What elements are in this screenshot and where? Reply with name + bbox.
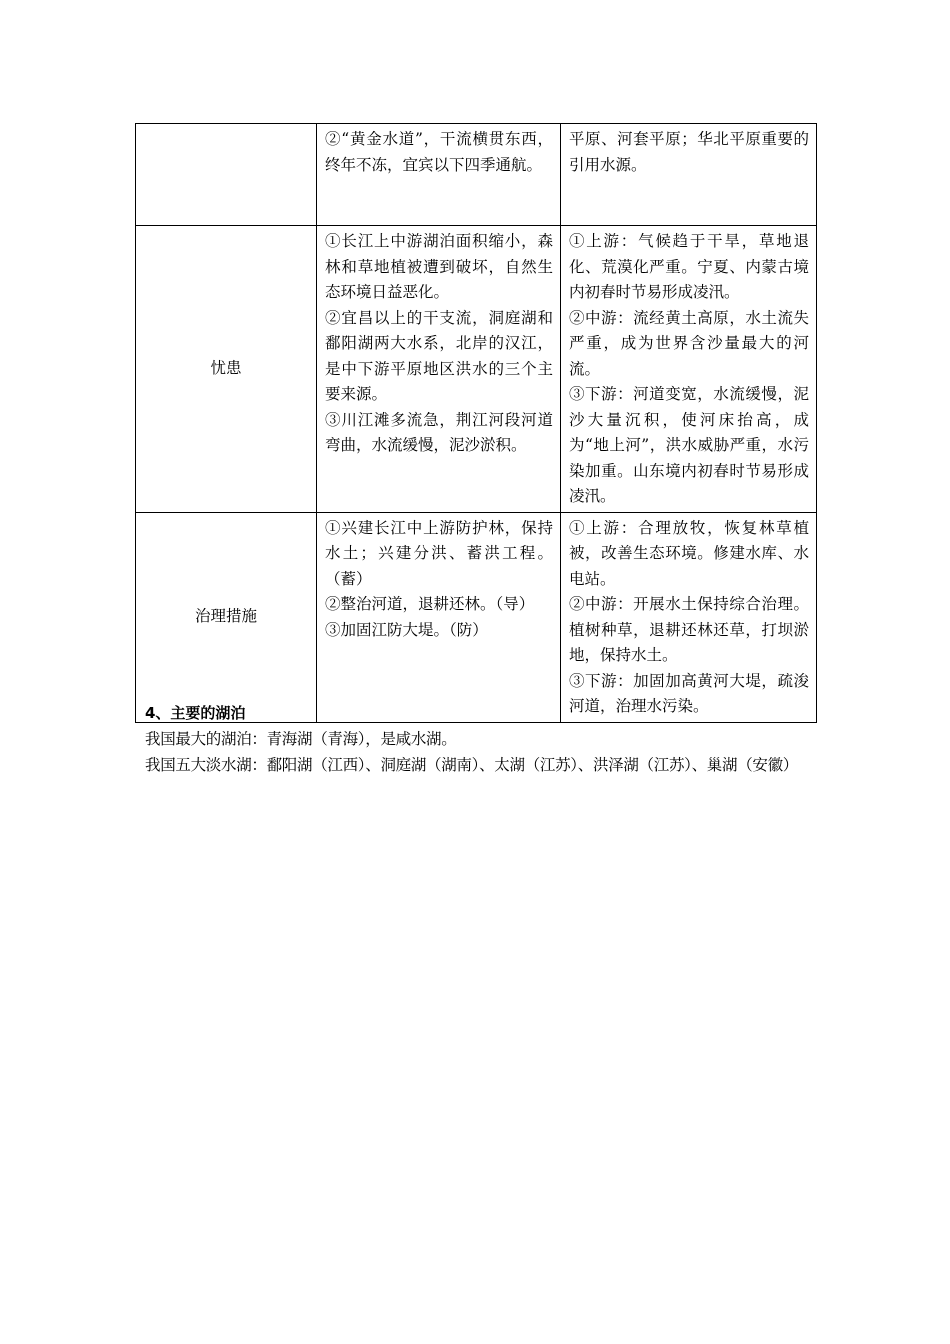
cell-paragraph: ③下游：加固加高黄河大堤，疏浚河道，治理水污染。 (569, 671, 809, 715)
section-heading: 4、主要的湖泊 (145, 704, 246, 722)
table-row (136, 226, 817, 513)
freshwater-lakes-text: 我国五大淡水湖：鄱阳湖（江西）、洞庭湖（湖南）、太湖（江苏）、洪泽湖（江苏）、巢湖（安徽） (145, 756, 799, 774)
yangtze-cell (317, 226, 561, 513)
row-label-cell (136, 124, 317, 226)
lakes-section (145, 700, 825, 778)
cell-paragraph: ②“黄金水道”，干流横贯东西，终年不冻，宜宾以下四季通航。 (325, 130, 553, 174)
river-comparison-table (135, 123, 817, 723)
yellow-river-cell (561, 512, 817, 722)
cell-paragraph: ③川江滩多流急，荆江河段河道弯曲，水流缓慢，泥沙淤积。 (325, 410, 553, 454)
cell-paragraph: ②中游：开展水土保持综合治理。植树种草，退耕还林还草，打坝淤地，保持水土。 (569, 595, 809, 664)
table-row (136, 512, 817, 722)
largest-lake-text: 我国最大的湖泊：青海湖（青海），是咸水湖。 (145, 730, 457, 748)
cell-paragraph: ③下游：河道变宽，水流缓慢，泥沙大量沉积，使河床抬高，成为“地上河”，洪水威胁严重，水污染加重。山东境内初春时节易形成凌汛。 (569, 385, 809, 505)
row-label-cell: 治理措施 (136, 512, 317, 722)
cell-paragraph: ②宜昌以上的干支流，洞庭湖和鄱阳湖两大水系，北岸的汉江，是中下游平原地区洪水的三个主要来源。 (325, 308, 553, 403)
table-row (136, 124, 817, 226)
row-label-cell: 忧患 (136, 226, 317, 513)
yellow-river-cell (561, 226, 817, 513)
cell-paragraph: ①长江上中游湖泊面积缩小，森林和草地植被遭到破坏，自然生态环境日益恶化。 (325, 232, 553, 301)
cell-paragraph: 平原、河套平原；华北平原重要的引用水源。 (569, 130, 809, 174)
cell-paragraph: ②中游：流经黄土高原，水土流失严重，成为世界含沙量最大的河流。 (569, 308, 809, 378)
cell-paragraph: ①兴建长江中上游防护林，保持水土；兴建分洪、蓄洪工程。（蓄） (325, 518, 553, 588)
cell-paragraph: ①上游：气候趋于干旱，草地退化、荒漠化严重。宁夏、内蒙古境内初春时节易形成凌汛。 (569, 232, 809, 301)
yellow-river-cell (561, 124, 817, 226)
cell-paragraph: ①上游：合理放牧，恢复林草植被，改善生态环境。修建水库、水电站。 (569, 518, 809, 588)
cell-paragraph: ②整治河道，退耕还林。（导） (325, 595, 535, 613)
cell-paragraph: ③加固江防大堤。（防） (325, 620, 488, 639)
yangtze-cell (317, 512, 561, 722)
yangtze-cell (317, 124, 561, 226)
